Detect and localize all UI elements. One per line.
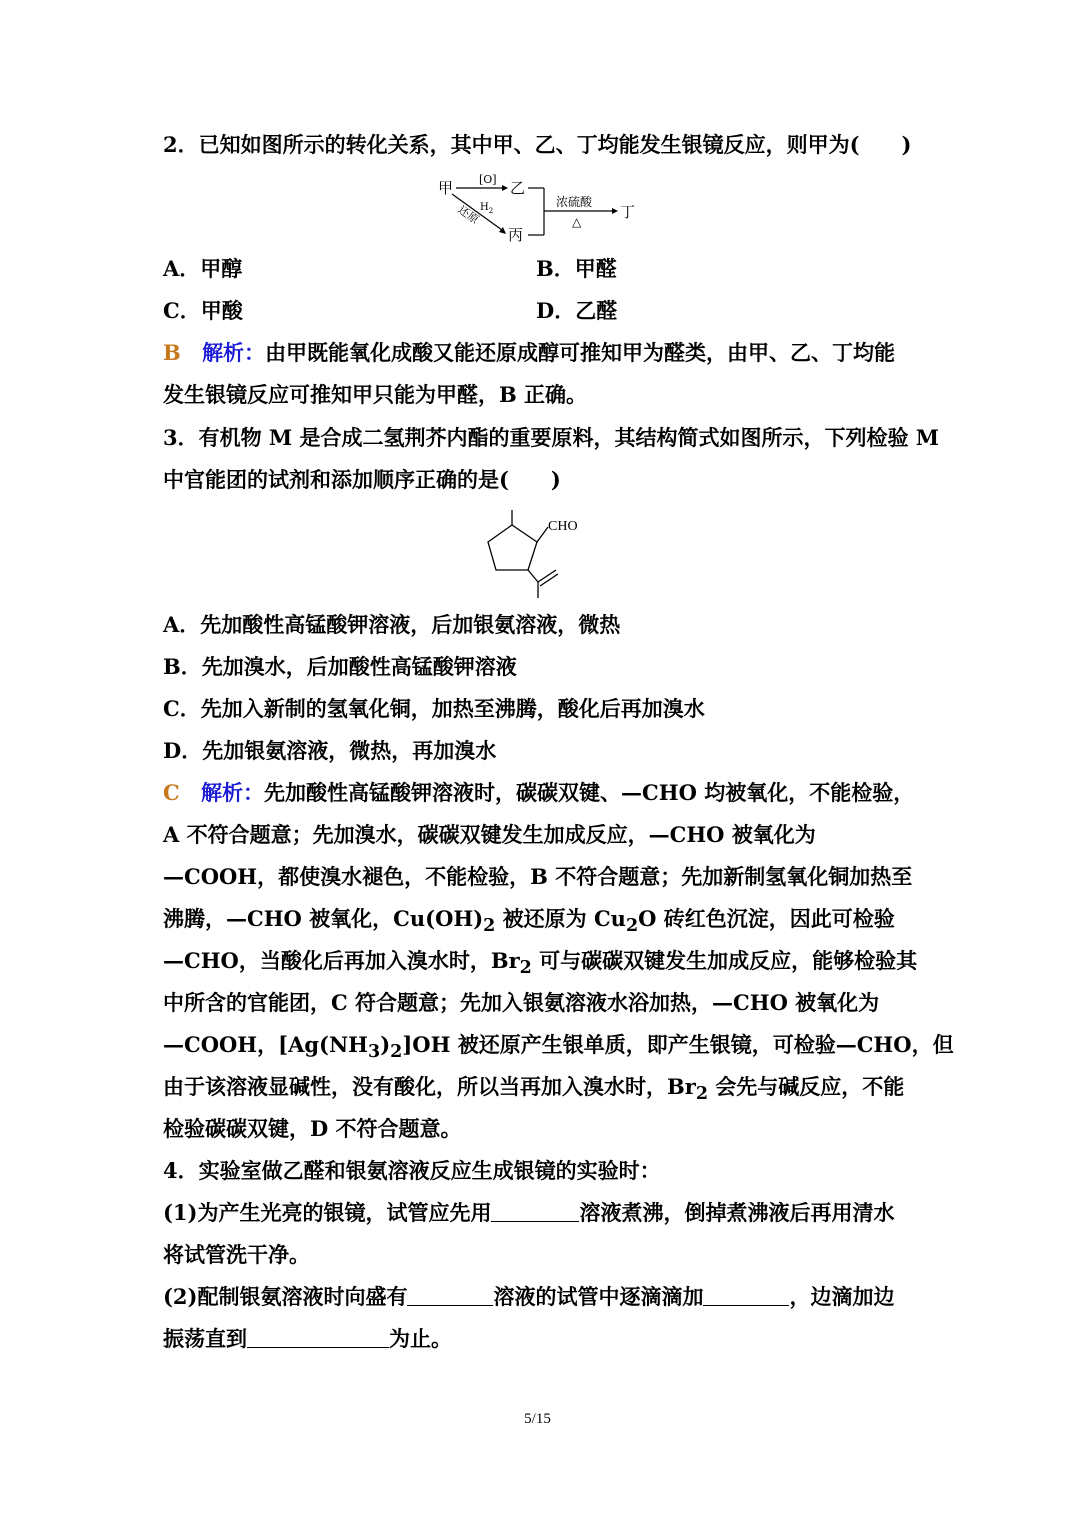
q4-part-1-line-1: (1)为产生光亮的银镜，试管应先用 溶液煮沸，倒掉煮沸液后再用清水 (163, 1200, 895, 1225)
diagram-yi: 乙 (510, 179, 526, 197)
cho-label: CHO (548, 519, 578, 534)
q3-analysis-line-5: —CHO，当酸化后再加入溴水时，$Br_2$ 可与碳碳双键发生加成反应，能够检验其 (163, 948, 918, 979)
answer-blank-2[interactable] (407, 1283, 493, 1306)
diagram-ding: 丁 (620, 203, 636, 221)
q2-option-b: B．甲醛 (536, 256, 617, 281)
q2-option-a: A．甲醇 (163, 256, 243, 281)
q3-analysis-line-6: 中所含的官能团，C 符合题意；先加入银氨溶液水浴加热，—CHO 被氧化为 (163, 990, 880, 1015)
q3-option-b: B．先加溴水，后加酸性高锰酸钾溶液 (163, 654, 517, 679)
diagram-acid: 浓硫酸 (556, 195, 593, 209)
q3-analysis-line-1 (163, 778, 914, 808)
q4-part-2-line-2: 振荡直到 为止。 (163, 1326, 452, 1351)
answer-blank-1[interactable] (491, 1199, 579, 1222)
q2-reaction-diagram (430, 168, 650, 248)
q2-analysis-text-1: 由甲既能氧化成酸又能还原成醇可推知甲为醛类，由甲、乙、丁均能 (265, 340, 896, 365)
q2-stem: 2．已知如图所示的转化关系，其中甲、乙、丁均能发生银镜反应，则甲为( ) (163, 132, 912, 157)
diagram-oxidant: [O] (479, 173, 497, 186)
q3-analysis-text-1: 先加酸性高锰酸钾溶液时，碳碳双键、—CHO 均被氧化，不能检验， (264, 780, 915, 805)
diagram-reduction: 还原 (455, 203, 482, 227)
q3-analysis-line-9: 检验碳碳双键，D 不符合题意。 (163, 1116, 462, 1141)
answer-blank-4[interactable] (247, 1325, 389, 1348)
q3-stem-line-2: 中官能团的试剂和添加顺序正确的是( ) (163, 467, 561, 492)
q4-part-1-line-2: 将试管洗干净。 (163, 1242, 310, 1267)
q3-stem-line-1: 3．有机物 M 是合成二氢荆芥内酯的重要原料，其结构简式如图所示，下列检验 M (163, 425, 940, 450)
q2-option-c: C．甲酸 (163, 298, 243, 323)
q3-analysis-label: 解析： (201, 780, 265, 805)
diagram-bing: 丙 (508, 226, 524, 244)
q2-analysis-line-2: 发生银镜反应可推知甲只能为甲醛，B 正确。 (163, 382, 588, 407)
q2-option-d: D．乙醛 (536, 298, 618, 323)
q3-analysis-line-2: A 不符合题意；先加溴水，碳碳双键发生加成反应，—CHO 被氧化为 (163, 822, 816, 847)
q3-option-a: A．先加酸性高锰酸钾溶液，后加银氨溶液，微热 (163, 612, 621, 637)
q2-analysis-line-1 (163, 338, 895, 368)
q2-analysis-label: 解析： (202, 340, 266, 365)
q3-structure-diagram (470, 500, 600, 605)
q3-analysis-line-7: —COOH，$[Ag(NH_3)_2]OH$ 被还原产生银单质，即产生银镜，可检验—CHO，但 (163, 1032, 954, 1063)
diagram-jia: 甲 (438, 179, 454, 197)
q4-stem: 4．实验室做乙醛和银氨溶液反应生成银镜的实验时： (163, 1158, 661, 1183)
q3-analysis-line-8: 由于该溶液显碱性，没有酸化，所以当再加入溴水时，$Br_2$ 会先与碱反应，不能 (163, 1074, 905, 1105)
q3-analysis-line-3: —COOH，都使溴水褪色，不能检验，B 不符合题意；先加新制氢氧化铜加热至 (163, 864, 913, 889)
page-number: 5/15 (524, 1411, 551, 1427)
diagram-h2: $H_2$ (480, 202, 494, 215)
q3-answer: C (163, 780, 180, 805)
q3-option-c: C．先加入新制的氢氧化铜，加热至沸腾，酸化后再加溴水 (163, 696, 705, 721)
q3-option-d: D．先加银氨溶液，微热，再加溴水 (163, 738, 497, 763)
q2-answer: B (163, 340, 181, 365)
q3-analysis-line-4: 沸腾，—CHO 被氧化，$Cu(OH)_2$ 被还原为 $Cu_2O$ 砖红色沉淀，因此可检验 (163, 906, 895, 937)
answer-blank-3[interactable] (703, 1283, 789, 1306)
diagram-heat: △ (572, 215, 582, 229)
q4-part-2-line-1: (2)配制银氨溶液时向盛有 溶液的试管中逐滴滴加 ，边滴加边 (163, 1284, 895, 1309)
